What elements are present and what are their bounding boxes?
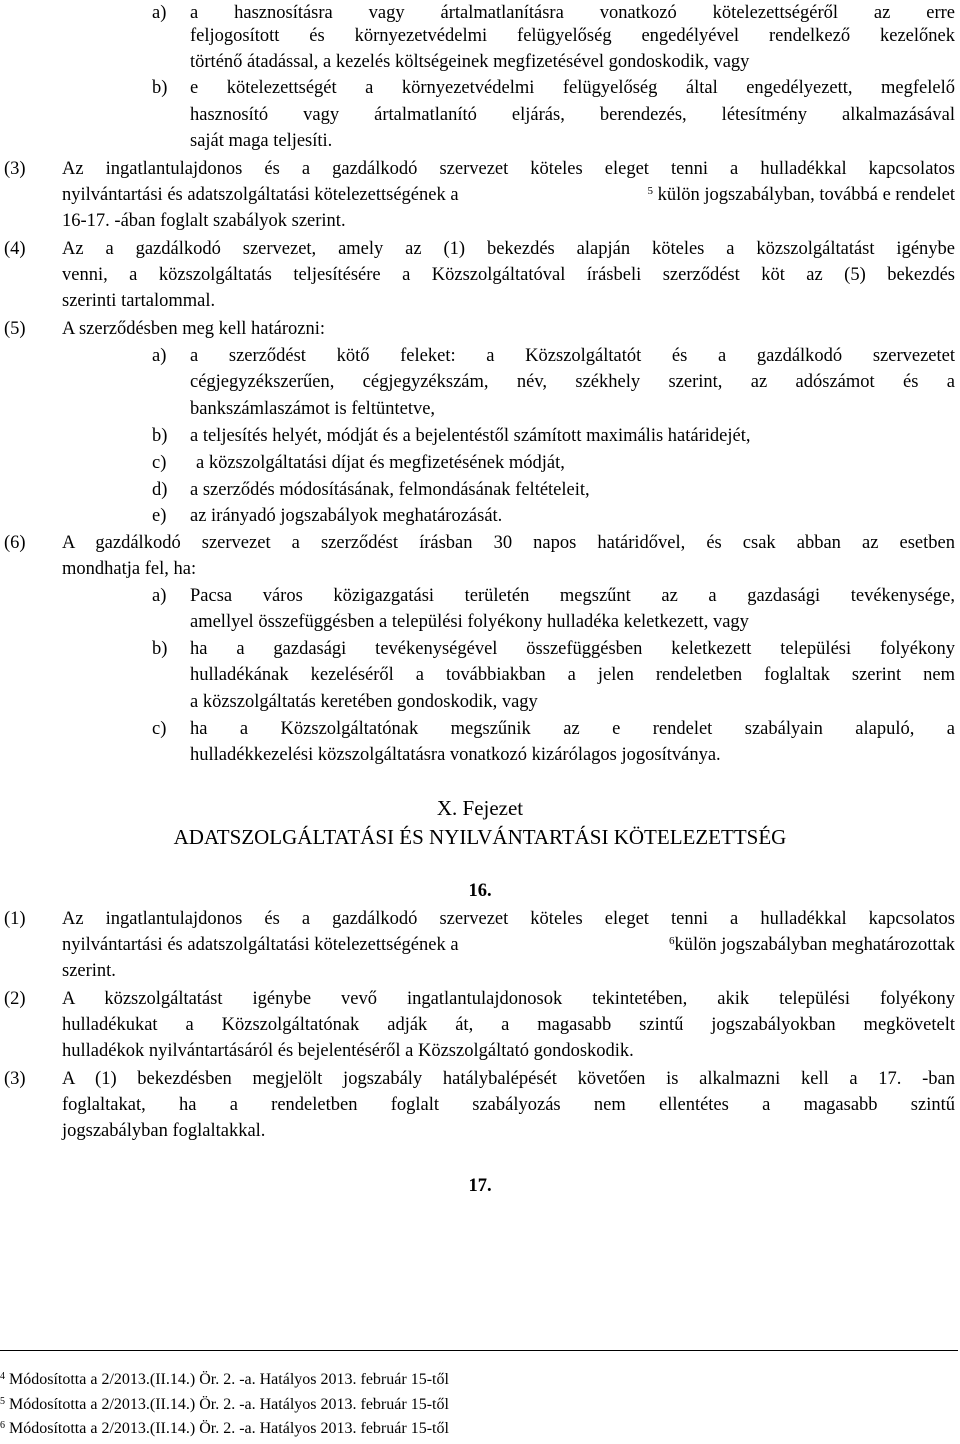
paragraph-number: (1) (4, 909, 26, 929)
footnote (0, 1395, 449, 1415)
text-line: ha a Közszolgáltatónak megszűnik az e rendelet szabályain alapuló, a (190, 719, 955, 739)
text-line: A szerződésben meg kell határozni: (62, 319, 326, 339)
list-label: c) (152, 719, 167, 739)
text-line: történő átadással, a kezelés költségeinek megfizetésével gondoskodik, vagy (190, 52, 750, 72)
paragraph-number: (4) (4, 239, 26, 259)
paragraph-number: (2) (4, 989, 26, 1009)
list-label: e) (152, 506, 167, 526)
text-line: Az a gazdálkodó szervezet, amely az (1) bekezdés alapján köteles a közszolgáltatást igénybe (62, 239, 955, 259)
text-line: hulladékának kezeléséről a továbbiakban a jelen rendeletben foglaltak szerint nem (190, 665, 955, 685)
text-line: hulladékok nyilvántartásáról és bejelentéséről a Közszolgáltató gondoskodik. (62, 1041, 634, 1061)
text-line: az irányadó jogszabályok meghatározását. (190, 506, 503, 526)
text-line: szerint. (62, 961, 116, 981)
text-line-with-footnote (62, 932, 955, 958)
section-heading: 17. (468, 1176, 492, 1196)
paragraph-number: (3) (4, 159, 26, 179)
text-segment: külön jogszabályban, továbbá e rendelet (657, 185, 955, 205)
list-label: b) (152, 78, 168, 98)
text-line: A gazdálkodó szervezet a szerződést írásban 30 napos határidővel, és csak abban az esetben (62, 533, 955, 553)
text-line: a teljesítés helyét, módját és a bejelentéstől számított maximális határidejét, (190, 426, 751, 446)
footnote-ref[interactable]: 5 (647, 185, 653, 197)
text-line: Az ingatlantulajdonos és a gazdálkodó szervezet köteles eleget tenni a hulladékkal kapcsolatos (62, 909, 955, 929)
text-line: a szerződés módosításának, felmondásának feltételeit, (190, 480, 590, 500)
text-line: foglaltakat, ha a rendeletben foglalt szabályozás nem ellentétes a magasabb szintű (62, 1095, 955, 1115)
text-segment: külön jogszabályban meghatározottak (674, 935, 955, 955)
text-line: hulladékukat a Közszolgáltatónak adják át, a magasabb szintű jogszabályokban megkövetelt (62, 1015, 955, 1035)
footnote (0, 1419, 449, 1439)
text-segment: nyilvántartási és adatszolgáltatási kötelezettségének a (62, 935, 459, 955)
list-label: b) (152, 639, 168, 659)
paragraph-number: (3) (4, 1069, 26, 1089)
text-line: 16-17. -ában foglalt szabályok szerint. (62, 211, 346, 231)
list-label: a) (152, 586, 167, 606)
footnote-text: Módosította a 2/2013.(II.14.) Ör. 2. -a. Hatályos 2013. február 15-től (9, 1420, 449, 1437)
footnote-number: 6 (0, 1420, 5, 1431)
footnote-ref[interactable]: 6 (669, 935, 675, 947)
list-label: d) (152, 480, 168, 500)
chapter-title: ADATSZOLGÁLTATÁSI ÉS NYILVÁNTARTÁSI KÖTELEZETTSÉG (173, 825, 787, 849)
text-line: venni, a közszolgáltatás teljesítésére a Közszolgáltatóval írásbeli szerződést köt az (5) bekezdés (62, 265, 955, 285)
text-line: a közszolgáltatási díjat és megfizetésének módját, (196, 453, 565, 473)
section-heading: 16. (468, 881, 492, 901)
text-line: mondhatja fel, ha: (62, 559, 197, 579)
footnote (0, 1370, 449, 1390)
text-line: Pacsa város közigazgatási területén megszűnt az a gazdasági tevékenysége, (190, 586, 955, 606)
text-line: amellyel összefüggésben a települési folyékony hulladéka keletkezett, vagy (190, 612, 749, 632)
text-line: A (1) bekezdésben megjelölt jogszabály hatálybalépését követően is alkalmazni kell a 17. -ban (62, 1069, 955, 1089)
list-label: a) (152, 3, 167, 23)
footnote-text: Módosította a 2/2013.(II.14.) Ör. 2. -a. Hatályos 2013. február 15-től (9, 1396, 449, 1413)
text-line: hasznosító vagy ártalmatlanító eljárás, berendezés, létesítmény alkalmazásával (190, 105, 955, 125)
list-label: a) (152, 346, 167, 366)
text-line: a közszolgáltatás keretében gondoskodik, vagy (190, 692, 538, 712)
text-line: feljogosított és környezetvédelmi felügyelőség engedélyével rendelkező kezelőnek (190, 26, 955, 46)
text-line-with-footnote (62, 182, 955, 208)
footnote-number: 5 (0, 1396, 5, 1407)
text-line: A közszolgáltatást igénybe vevő ingatlantulajdonosok tekintetében, akik települési folyékony (62, 989, 955, 1009)
text-line: cégjegyzékszerűen, cégjegyzékszám, név, székhely szerint, az adószámot és a (190, 372, 955, 392)
text-line: jogszabályban foglaltakkal. (62, 1121, 266, 1141)
footnote-text: Módosította a 2/2013.(II.14.) Ör. 2. -a. Hatályos 2013. február 15-től (9, 1371, 449, 1388)
footnote-separator (0, 1350, 958, 1351)
chapter-number: X. Fejezet (436, 796, 524, 820)
text-line: e kötelezettségét a környezetvédelmi felügyelőség által engedélyezett, megfelelő (190, 78, 955, 98)
text-line: a szerződést kötő feleket: a Közszolgáltatót és a gazdálkodó szervezetet (190, 346, 955, 366)
list-label: c) (152, 453, 167, 473)
text-line: bankszámlaszámot is feltüntetve, (190, 399, 436, 419)
text-line: szerinti tartalommal. (62, 291, 216, 311)
paragraph-number: (5) (4, 319, 26, 339)
text-line: a hasznosításra vagy ártalmatlanításra vonatkozó kötelezettségéről az erre (190, 3, 955, 23)
text-line: hulladékkezelési közszolgáltatásra vonatkozó kizárólagos jogosítványa. (190, 745, 721, 765)
paragraph-number: (6) (4, 533, 26, 553)
text-line: ha a gazdasági tevékenységével összefüggésben keletkezett települési folyékony (190, 639, 955, 659)
text-segment: nyilvántartási és adatszolgáltatási kötelezettségének a (62, 185, 459, 205)
text-line: Az ingatlantulajdonos és a gazdálkodó szervezet köteles eleget tenni a hulladékkal kapcsolatos (62, 159, 955, 179)
list-label: b) (152, 426, 168, 446)
text-line: saját maga teljesíti. (190, 131, 333, 151)
footnote-number: 4 (0, 1371, 5, 1382)
